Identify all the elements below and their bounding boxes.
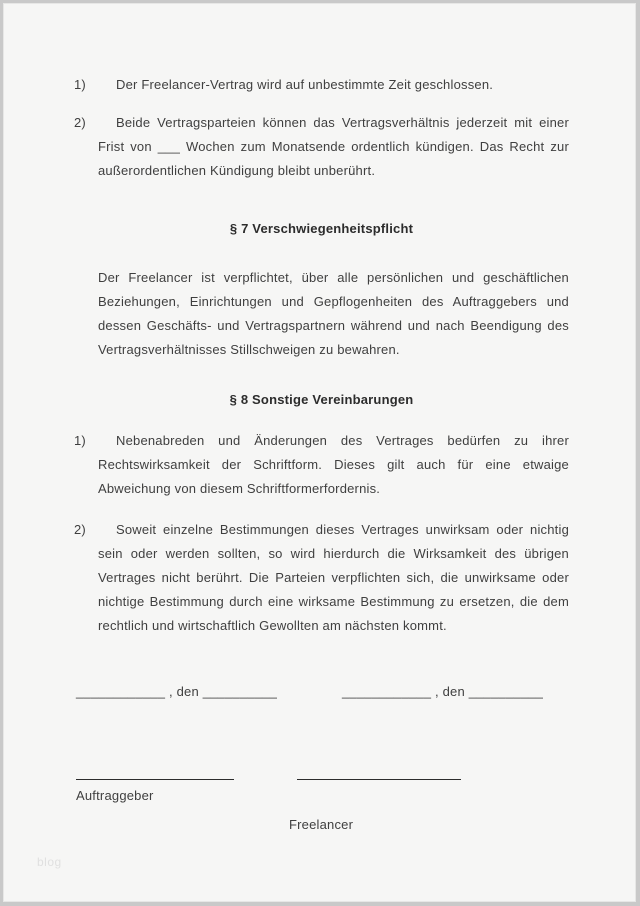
section-7-heading: § 7 Verschwiegenheitspflicht	[229, 221, 414, 236]
section-7-paragraph: Der Freelancer ist verpflichtet, über alle persönlichen und geschäftlichen Beziehungen, Einrichtungen und Gepflogenheiten des Auftraggebers und dessen Geschäfts- und Vertragspartnern während und nach Beendigung des Vertragsverhältnisses Stillschweigen zu bewahren.	[98, 270, 569, 357]
signature-line-auftraggeber	[76, 779, 234, 780]
list-item-number: 1)	[74, 77, 86, 92]
list-item-number: 2)	[74, 115, 86, 130]
list-item-number: 1)	[74, 433, 86, 448]
list-item	[74, 111, 569, 183]
list-item-text: Beide Vertragsparteien können das Vertragsverhältnis jederzeit mit einer Frist von ___ Wochen zum Monatsende ordentlich kündigen. Das Recht zur außerordentlichen Kündigung bleibt unberührt.	[98, 115, 569, 178]
list-item-text: Soweit einzelne Bestimmungen dieses Vertrages unwirksam oder nichtig sein oder werden sollten, so wird hierdurch die Wirksamkeit des übrigen Vertrages nicht berührt. Die Parteien verpflichten sich, die unwirksame oder nichtige Bestimmung durch eine wirksame Bestimmung zu ersetzen, die dem rechtlich und wirtschaftlich Gewollten am nächsten kommt.	[98, 522, 569, 633]
list-item	[74, 429, 569, 501]
signature-line-row	[74, 756, 569, 780]
signature-line-freelancer	[297, 779, 461, 780]
page-content	[74, 4, 569, 837]
watermark-text: blog	[37, 855, 62, 869]
section-8-heading: § 8 Sonstige Vereinbarungen	[229, 392, 414, 407]
contract-page	[3, 3, 636, 902]
label-auftraggeber: Auftraggeber	[76, 788, 154, 803]
list-item-text: Nebenabreden und Änderungen des Vertrages bedürfen zu ihrer Rechtswirksamkeit der Schriftform. Dieses gilt auch für eine etwaige Abweichung von diesem Schriftformerfordernis.	[98, 433, 569, 496]
label-freelancer: Freelancer	[289, 817, 354, 832]
date-blank-left: ____________ , den __________	[76, 684, 277, 699]
list-item-text: Der Freelancer-Vertrag wird auf unbestimmte Zeit geschlossen.	[116, 77, 494, 92]
list-item-number: 2)	[74, 522, 86, 537]
list-item	[74, 73, 569, 97]
signature-date-row	[74, 680, 569, 704]
date-blank-right: ____________ , den __________	[342, 684, 543, 699]
list-item	[74, 518, 569, 638]
